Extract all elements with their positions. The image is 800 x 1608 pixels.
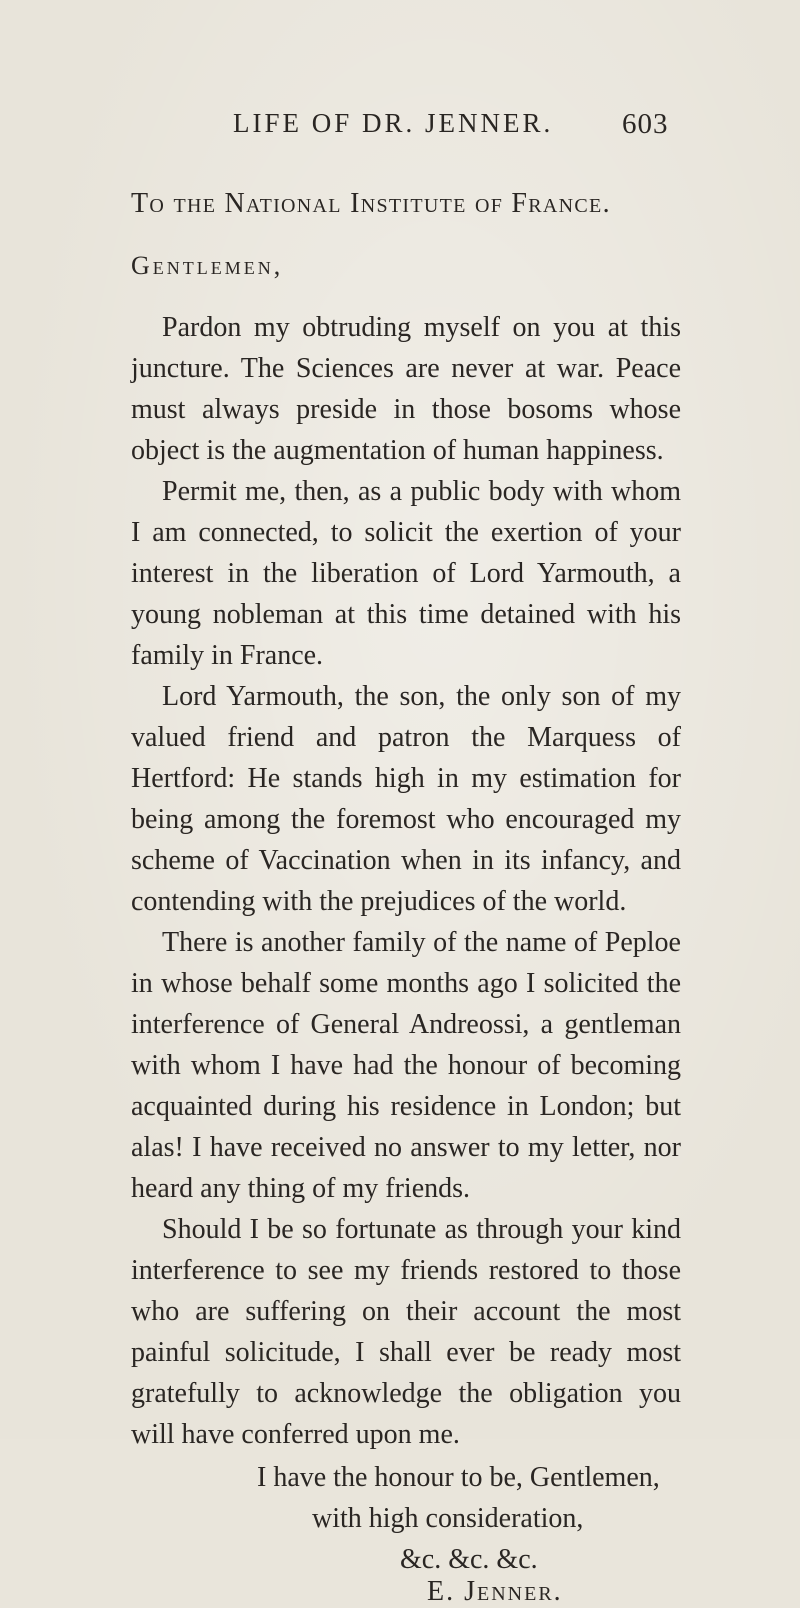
- closing-line: &c. &c. &c.: [400, 1544, 538, 1575]
- running-title: LIFE OF DR. JENNER.: [233, 108, 554, 138]
- letter-address: To the National Institute of France.: [131, 188, 611, 219]
- paragraph-2: Permit me, then, as a public body with whom I am connected, to solicit the exertion of your interest in the liberation of Lord Yarmouth, a young nobleman at this time detained with his family in France.: [131, 476, 681, 671]
- paragraph-1: Pardon my obtruding myself on you at this juncture. The Sciences are never at war. Peace must always preside in those bosoms whose object is the augmentation of human happiness.: [131, 312, 681, 466]
- running-head: [0, 108, 800, 148]
- page-number: 603: [622, 108, 669, 140]
- paragraph-4: There is another family of the name of Peploe in whose behalf some months ago I solicited the interference of General Andreossi, a gentleman with whom I have had the honour of becoming acquainted during his residence in London; but alas! I have received no answer to my letter, nor heard any thing of my friends.: [131, 927, 681, 1204]
- closing-line: with high consideration,: [312, 1503, 584, 1534]
- letter-salutation: Gentlemen,: [131, 251, 284, 280]
- letter-signature: E. Jenner.: [427, 1576, 563, 1607]
- closing-line: I have the honour to be, Gentlemen,: [257, 1462, 660, 1493]
- paragraph-3: Lord Yarmouth, the son, the only son of my valued friend and patron the Marquess of Hertford: He stands high in my estimation for being among the foremost who encouraged my scheme of Vaccination when in its infancy, and contending with the prejudices of the world.: [131, 681, 681, 917]
- letter-body: [131, 307, 681, 1455]
- paragraph-5: Should I be so fortunate as through your kind interference to see my friends restored to those who are suffering on their account the most painful solicitude, I shall ever be ready most gratefully to acknowledge the obligation you will have conferred upon me.: [131, 1214, 681, 1450]
